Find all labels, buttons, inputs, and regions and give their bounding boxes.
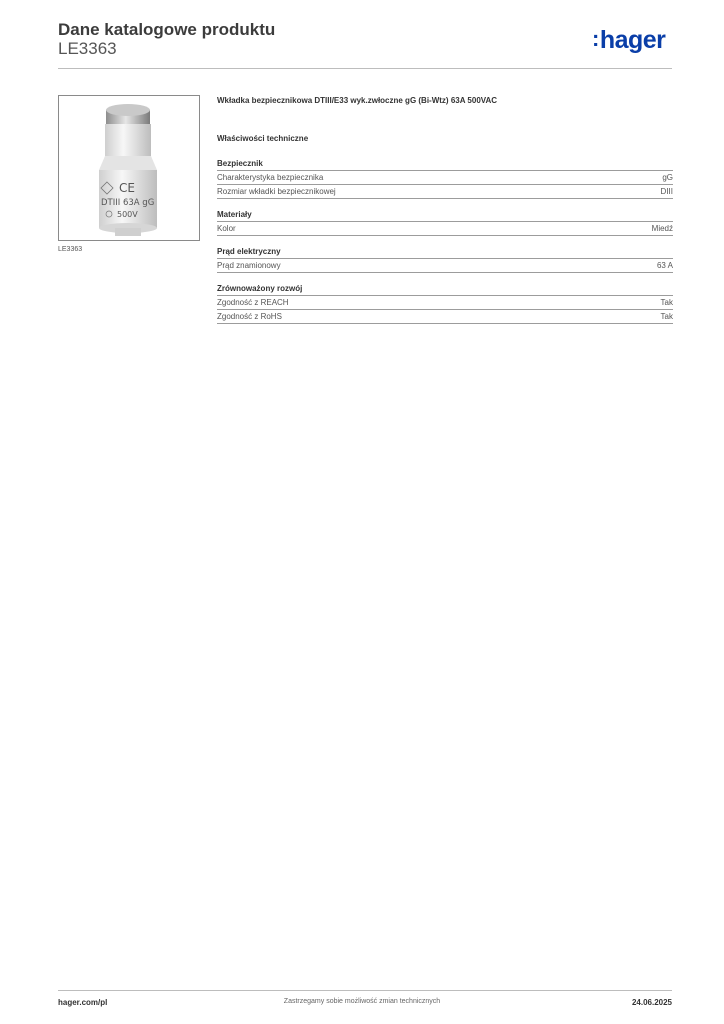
spec-label: Prąd znamionowy	[217, 261, 281, 270]
spec-group-sustainability	[217, 284, 673, 324]
fuse-mark-voltage: 500V	[117, 210, 138, 219]
spec-row	[217, 185, 673, 199]
header-divider	[58, 68, 672, 69]
group-title: Prąd elektryczny	[217, 247, 673, 259]
spec-value: Tak	[660, 298, 673, 307]
group-title: Materiały	[217, 210, 673, 222]
product-image-frame	[58, 95, 200, 241]
spec-label: Kolor	[217, 224, 236, 233]
image-caption: LE3363	[58, 246, 83, 253]
group-title: Bezpiecznik	[217, 159, 673, 171]
spec-group-materials	[217, 210, 673, 236]
spec-value: DIII	[660, 187, 673, 196]
fuse-mark-rating: DTIII 63A gG	[101, 198, 155, 208]
spec-value: gG	[662, 173, 673, 182]
spec-label: Zgodność z REACH	[217, 298, 289, 307]
spec-value: 63 A	[656, 261, 673, 270]
hager-logo: :hager	[592, 26, 666, 54]
product-details	[217, 96, 673, 335]
product-code: LE3363	[58, 39, 117, 58]
group-title: Zrównoważony rozwój	[217, 284, 673, 296]
spec-label: Charakterystyka bezpiecznika	[217, 173, 324, 182]
spec-row	[217, 171, 673, 185]
spec-row	[217, 310, 673, 324]
footer-website-link[interactable]: hager.com/pl	[58, 998, 108, 1007]
spec-value: Tak	[660, 312, 673, 321]
product-description: Wkładka bezpiecznikowa DTIII/E33 wyk.zwłoczne gG (Bi-Wtz) 63A 500VAC	[217, 96, 498, 105]
spec-row	[217, 296, 673, 310]
spec-row	[217, 222, 673, 236]
footer-divider	[58, 990, 672, 991]
page-title: Dane katalogowe produktu	[58, 20, 276, 39]
fuse-mark-ce: CE	[119, 181, 135, 195]
spec-label: Rozmiar wkładki bezpiecznikowej	[217, 187, 336, 196]
spec-row	[217, 259, 673, 273]
spec-group-fuse	[217, 159, 673, 199]
footer-disclaimer: Zastrzegamy sobie możliwość zmian technicznych	[283, 998, 441, 1005]
spec-label: Zgodność z RoHS	[217, 312, 282, 321]
section-title: Właściwości techniczne	[217, 134, 309, 143]
logo-text: hager	[599, 26, 666, 54]
spec-value: Miedź	[651, 224, 673, 233]
spec-group-current	[217, 247, 673, 273]
footer-date: 24.06.2025	[631, 998, 672, 1007]
fuse-image	[59, 96, 199, 240]
